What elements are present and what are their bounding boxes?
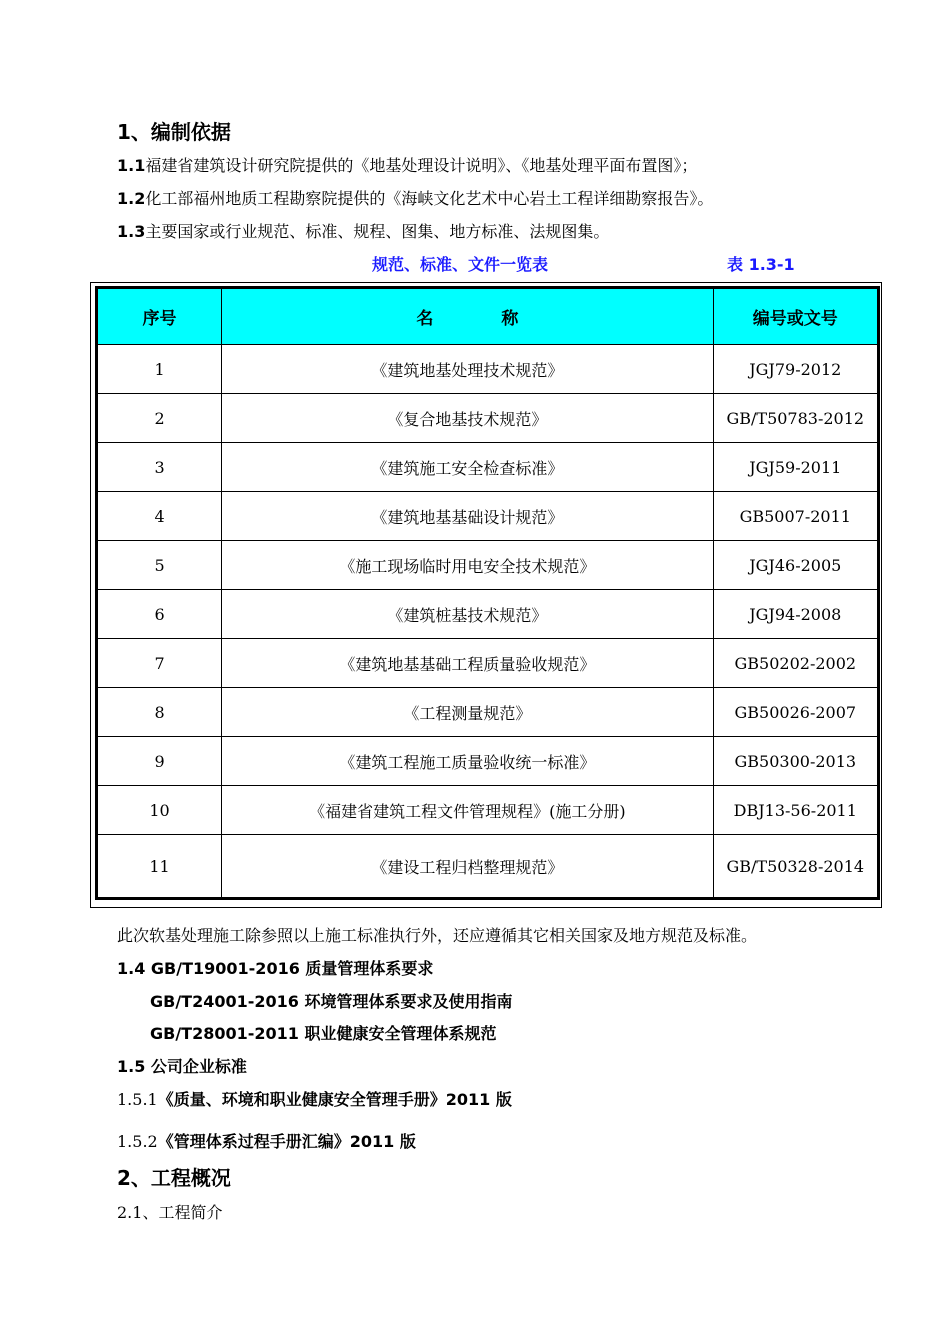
header-name: 名 称 — [222, 288, 713, 345]
item-1-2-text: 化工部福州地质工程勘察院提供的《海峡文化艺术中心岩土工程详细勘察报告》。 — [145, 189, 714, 208]
item-1-5-1-number: 1.5.1 — [117, 1090, 158, 1109]
section-1-title: 1、编制依据 — [117, 120, 231, 144]
table-row — [97, 590, 879, 639]
row-name: 《建筑施工安全检查标准》 — [222, 443, 713, 492]
row-code: GB5007-2011 — [713, 492, 878, 541]
row-code: JGJ79-2012 — [713, 345, 878, 394]
item-1-4-line3: GB/T28001-2011 职业健康安全管理体系规范 — [150, 1024, 497, 1043]
row-seq: 10 — [97, 786, 222, 835]
item-1-5-1-text: 《质量、环境和职业健康安全管理手册》2011 版 — [157, 1090, 512, 1109]
item-1-3 — [117, 219, 609, 242]
table-number: 表 1.3-1 — [727, 255, 795, 274]
row-name: 《福建省建筑工程文件管理规程》(施工分册) — [222, 786, 713, 835]
item-1-3-text: 主要国家或行业规范、标准、规程、图集、地方标准、法规图集。 — [145, 222, 610, 241]
item-1-5-2-text: 《管理体系过程手册汇编》2011 版 — [157, 1132, 416, 1151]
row-name: 《建筑工程施工质量验收统一标准》 — [222, 737, 713, 786]
row-seq: 3 — [97, 443, 222, 492]
row-code: GB50202-2002 — [713, 639, 878, 688]
section-2-title: 2、工程概况 — [117, 1166, 231, 1190]
table-row — [97, 737, 879, 786]
row-name: 《建设工程归档整理规范》 — [222, 835, 713, 899]
item-1-1 — [117, 153, 697, 176]
item-1-2 — [117, 186, 713, 209]
header-seq: 序号 — [97, 288, 222, 345]
item-1-4-line2: GB/T24001-2016 环境管理体系要求及使用指南 — [150, 992, 513, 1011]
row-seq: 8 — [97, 688, 222, 737]
row-code: JGJ46-2005 — [713, 541, 878, 590]
item-1-1-text: 福建省建筑设计研究院提供的《地基处理设计说明》、《地基处理平面布置图》； — [145, 156, 698, 175]
row-seq: 9 — [97, 737, 222, 786]
row-code: GB/T50783-2012 — [713, 394, 878, 443]
header-code: 编号或文号 — [713, 288, 878, 345]
row-seq: 11 — [97, 835, 222, 899]
row-name: 《建筑桩基技术规范》 — [222, 590, 713, 639]
row-name: 《施工现场临时用电安全技术规范》 — [222, 541, 713, 590]
row-code: JGJ59-2011 — [713, 443, 878, 492]
item-1-5-2-number: 1.5.2 — [117, 1132, 158, 1151]
standards-table — [95, 286, 880, 900]
table-row — [97, 492, 879, 541]
item-1-4-line1: 1.4 GB/T19001-2016 质量管理体系要求 — [117, 959, 434, 978]
item-1-5-2 — [117, 1129, 416, 1152]
table-header-row — [97, 288, 879, 345]
table-row — [97, 786, 879, 835]
row-code: JGJ94-2008 — [713, 590, 878, 639]
table-row — [97, 639, 879, 688]
row-seq: 1 — [97, 345, 222, 394]
row-code: GB/T50328-2014 — [713, 835, 878, 899]
row-seq: 6 — [97, 590, 222, 639]
row-seq: 5 — [97, 541, 222, 590]
row-seq: 4 — [97, 492, 222, 541]
row-name: 《建筑地基基础工程质量验收规范》 — [222, 639, 713, 688]
table-row — [97, 345, 879, 394]
table-row — [97, 443, 879, 492]
item-1-5-title: 1.5 公司企业标准 — [117, 1057, 247, 1076]
table-caption: 规范、标准、文件一览表 — [372, 255, 549, 274]
row-seq: 7 — [97, 639, 222, 688]
row-name: 《复合地基技术规范》 — [222, 394, 713, 443]
row-code: DBJ13-56-2011 — [713, 786, 878, 835]
section-2-1: 2.1、工程简介 — [117, 1203, 223, 1222]
row-code: GB50026-2007 — [713, 688, 878, 737]
after-table-note: 此次软基处理施工除参照以上施工标准执行外，还应遵循其它相关国家及地方规范及标准。 — [117, 926, 758, 945]
table-row — [97, 835, 879, 899]
row-name: 《建筑地基处理技术规范》 — [222, 345, 713, 394]
item-1-3-number: 1.3 — [117, 222, 146, 241]
item-1-1-number: 1.1 — [117, 156, 146, 175]
item-1-2-number: 1.2 — [117, 189, 146, 208]
row-name: 《工程测量规范》 — [222, 688, 713, 737]
row-code: GB50300-2013 — [713, 737, 878, 786]
table-row — [97, 688, 879, 737]
row-seq: 2 — [97, 394, 222, 443]
table-row — [97, 394, 879, 443]
item-1-5-1 — [117, 1087, 512, 1110]
table-row — [97, 541, 879, 590]
row-name: 《建筑地基基础设计规范》 — [222, 492, 713, 541]
